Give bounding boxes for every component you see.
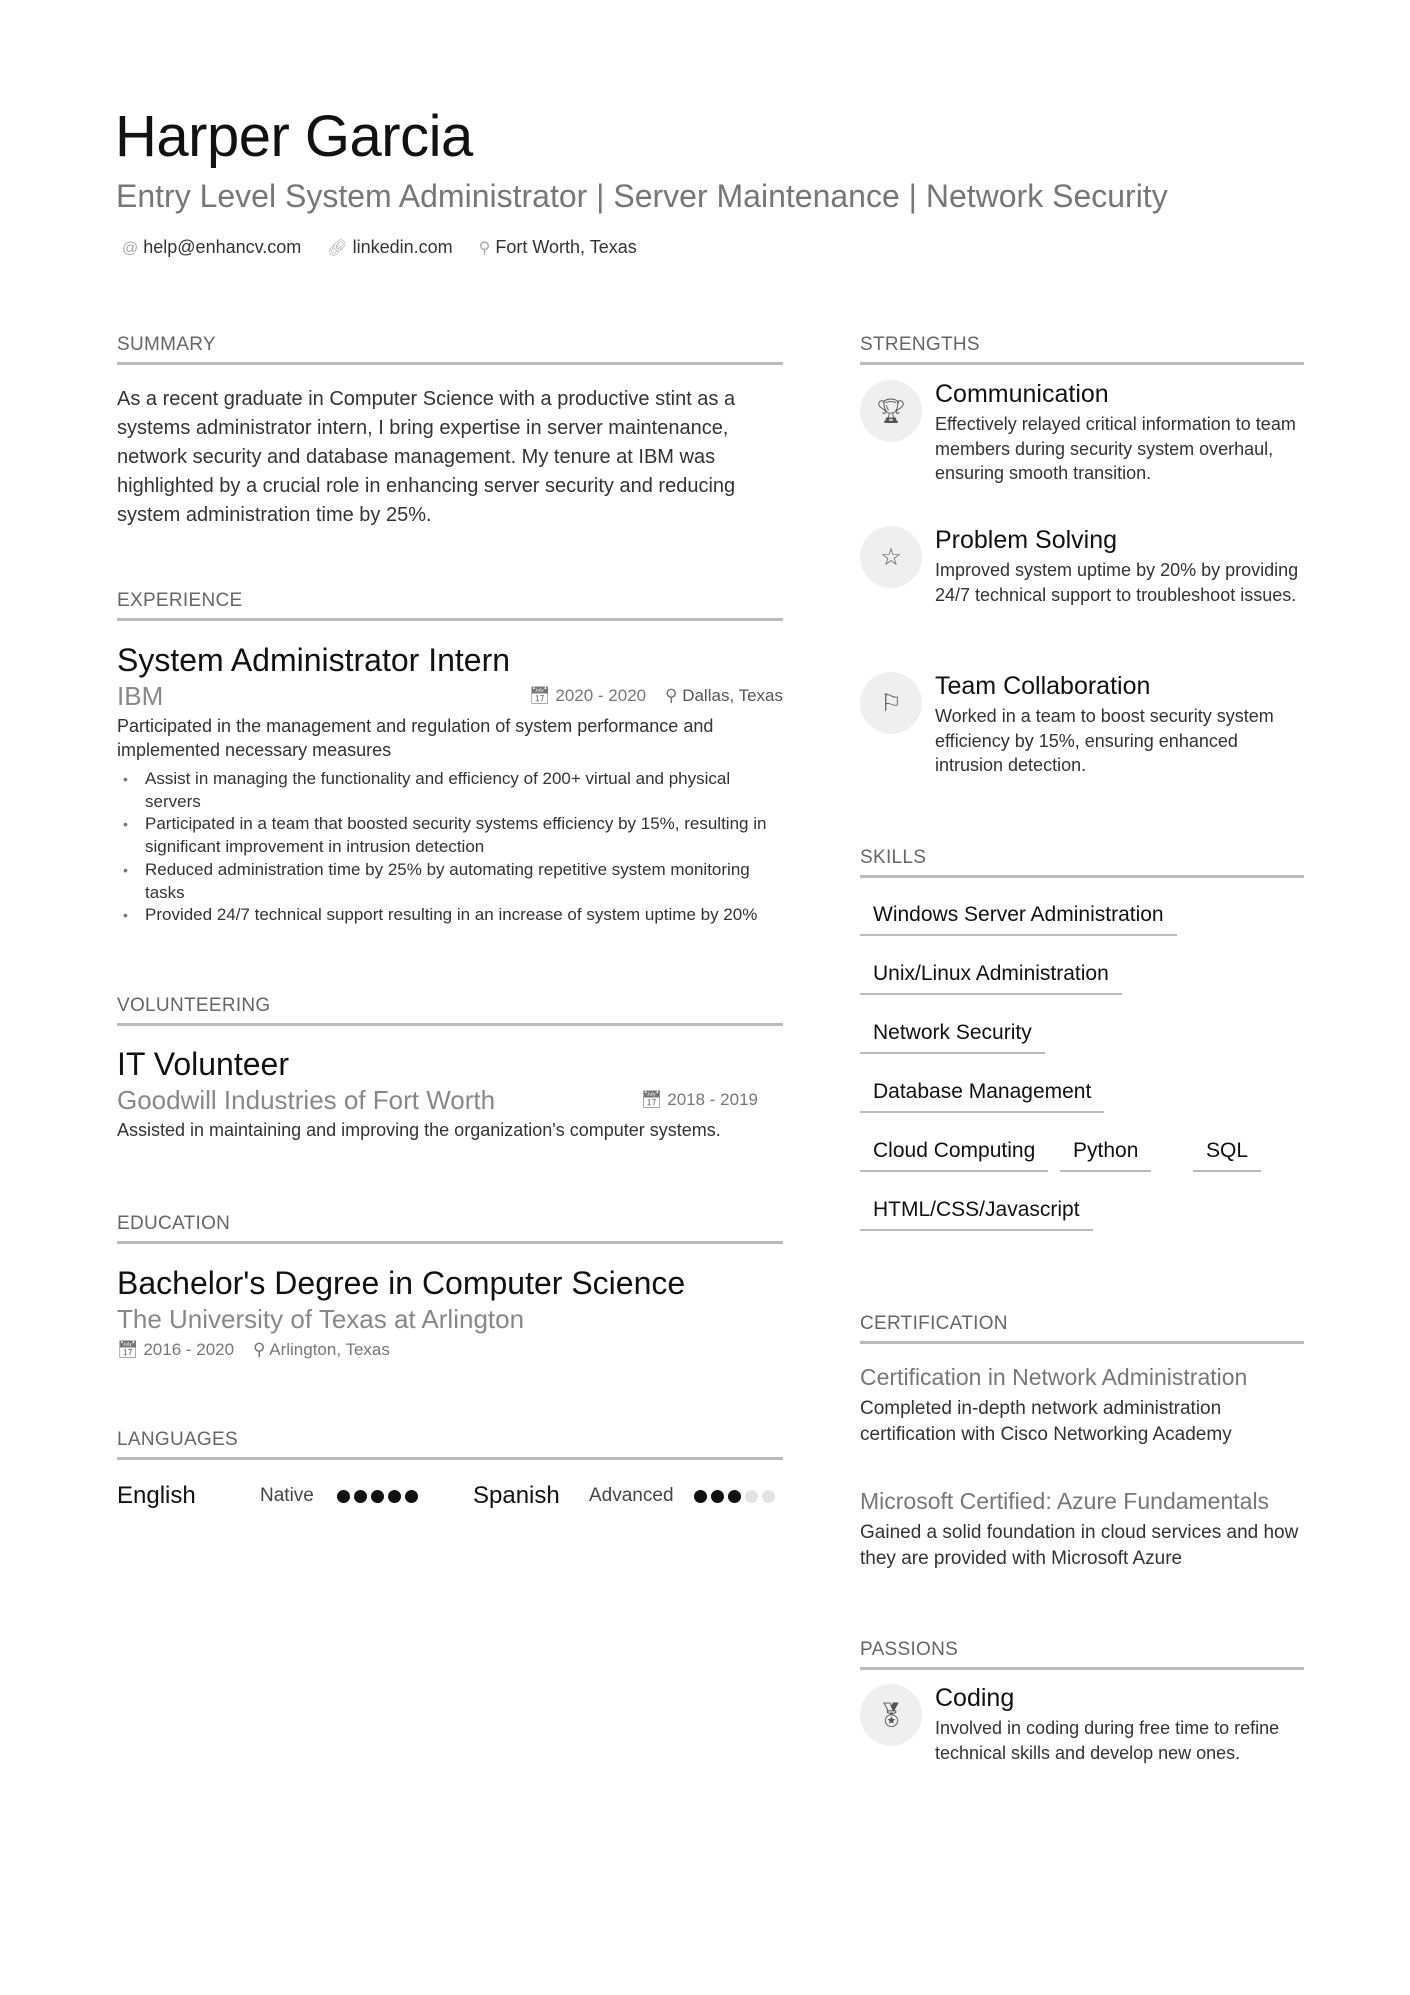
- job-meta: [529, 684, 783, 708]
- bullet-item: • Participated in a team that boosted security systems efficiency by 15%, resulting in significant improvement in intrusion detection: [117, 813, 783, 858]
- candidate-name: Harper Garcia: [115, 104, 473, 169]
- certification-section: [860, 1312, 1304, 1572]
- skill-tag: SQL: [1193, 1136, 1261, 1172]
- bullet-item: • Assist in managing the functionality and efficiency of 200+ virtual and physical servers: [117, 768, 783, 813]
- strength-text: Effectively relayed critical information to team members during security system overhaul, ensuring smooth transition.: [935, 414, 1296, 483]
- education-dates: 2016 - 2020: [143, 1340, 235, 1359]
- location-pin-icon: ⚲: [665, 686, 678, 705]
- bullet-item: • Reduced administration time by 25% by automating repetitive system monitoring tasks: [117, 859, 783, 904]
- summary-section: [117, 333, 783, 530]
- email-text: help@enhancv.com: [143, 237, 302, 257]
- section-heading: VOLUNTEERING: [117, 994, 783, 1026]
- certification-text: Gained a solid foundation in cloud services and how they are provided with Microsoft Azure: [860, 1522, 1299, 1569]
- education-section: [117, 1212, 783, 1362]
- experience-section: [117, 589, 783, 927]
- strength-title: Team Collaboration: [935, 672, 1151, 700]
- languages-row: [117, 1480, 783, 1512]
- language-rating: [337, 1480, 473, 1512]
- section-heading: EXPERIENCE: [117, 589, 783, 621]
- section-heading: PASSIONS: [860, 1638, 1304, 1670]
- candidate-title: Entry Level System Administrator | Server Maintenance | Network Security: [116, 178, 1168, 214]
- job-location: Dallas, Texas: [682, 686, 783, 705]
- calendar-icon: 📅︎: [117, 1340, 139, 1359]
- location-pin-icon: ⚲: [252, 1340, 266, 1359]
- certification-title: Certification in Network Administration: [860, 1364, 1248, 1390]
- job-dates: 2020 - 2020: [555, 686, 647, 705]
- contact-location: [479, 235, 637, 261]
- calendar-icon: 📅︎: [640, 1090, 663, 1109]
- certification-item: [860, 1362, 1304, 1448]
- language-name: Spanish: [473, 1482, 560, 1509]
- language-rating: [694, 1480, 779, 1512]
- passions-section: [860, 1638, 1304, 1818]
- section-heading: CERTIFICATION: [860, 1312, 1304, 1344]
- certification-title: Microsoft Certified: Azure Fundamentals: [860, 1488, 1270, 1514]
- at-icon: @: [122, 240, 139, 257]
- job-bullets: [117, 768, 783, 927]
- linkedin-text: linkedin.com: [352, 237, 453, 257]
- location-pin-icon: ⚲: [478, 240, 491, 257]
- languages-section: [117, 1428, 783, 1512]
- section-heading: EDUCATION: [117, 1212, 783, 1244]
- passion-text: Involved in coding during free time to refine technical skills and develop new ones.: [935, 1718, 1280, 1763]
- language-name: English: [117, 1482, 196, 1509]
- skill-tag: Cloud Computing: [860, 1136, 1048, 1172]
- school: The University of Texas at Arlington: [117, 1304, 525, 1334]
- strength-title: Problem Solving: [935, 526, 1118, 554]
- job-title: System Administrator Intern: [117, 642, 511, 678]
- strength-text: Improved system uptime by 20% by providing 24/7 technical support to troubleshoot issues.: [935, 560, 1299, 605]
- volunteering-section: [117, 994, 783, 1143]
- calendar-icon: 📅︎: [529, 686, 551, 705]
- strength-title: Communication: [935, 380, 1109, 408]
- strength-text: Worked in a team to boost security system efficiency by 15%, ensuring enhanced intrusion detection.: [935, 706, 1274, 775]
- company-name: IBM: [117, 681, 164, 711]
- education-location: Arlington, Texas: [269, 1340, 390, 1359]
- contact-email[interactable]: [122, 235, 301, 261]
- language-level: Native: [260, 1485, 314, 1506]
- volunteer-dates: 2018 - 2019: [667, 1090, 758, 1109]
- volunteer-role: IT Volunteer: [117, 1046, 289, 1082]
- contact-info: [122, 235, 637, 261]
- section-heading: SKILLS: [860, 846, 1304, 878]
- skill-tag: Unix/Linux Administration: [860, 959, 1122, 995]
- section-heading: LANGUAGES: [117, 1428, 783, 1460]
- skills-section: [860, 846, 1304, 1246]
- certification-item: [860, 1486, 1304, 1572]
- skill-tag: HTML/CSS/Javascript: [860, 1195, 1093, 1231]
- contact-linkedin[interactable]: [327, 235, 452, 261]
- language-level: Advanced: [589, 1485, 674, 1506]
- location-text: Fort Worth, Texas: [495, 237, 637, 257]
- flag-icon: ⚐: [860, 672, 922, 734]
- skill-tag: Windows Server Administration: [860, 900, 1177, 936]
- section-heading: SUMMARY: [117, 333, 783, 365]
- passion-title: Coding: [935, 1684, 1015, 1712]
- strengths-section: [860, 333, 1304, 773]
- link-icon: 🔗︎: [327, 240, 348, 257]
- skill-tag: Network Security: [860, 1018, 1045, 1054]
- bullet-item: • Provided 24/7 technical support resulting in an increase of system uptime by 20%: [117, 904, 783, 927]
- skill-tag: Database Management: [860, 1077, 1104, 1113]
- section-heading: STRENGTHS: [860, 333, 1304, 365]
- volunteer-org: Goodwill Industries of Fort Worth: [117, 1085, 496, 1115]
- degree: Bachelor's Degree in Computer Science: [117, 1265, 686, 1301]
- award-icon: 🏅︎: [860, 1684, 922, 1746]
- job-description: Participated in the management and regulation of system performance and implemented necessary measures: [117, 716, 714, 760]
- star-icon: ☆: [860, 526, 922, 588]
- skill-tag: Python: [1060, 1136, 1151, 1172]
- trophy-icon: 🏆︎: [860, 380, 922, 442]
- volunteer-description: Assisted in maintaining and improving the organization's computer systems.: [117, 1120, 721, 1140]
- certification-text: Completed in-depth network administration certification with Cisco Networking Academy: [860, 1398, 1232, 1445]
- summary-text: As a recent graduate in Computer Science with a productive stint as a systems administrator intern, I bring expertise in server maintenance, network security and database management. My tenure at IBM was highlighted by a crucial role in enhancing server security and reducing system administration time by 25%.: [117, 388, 736, 526]
